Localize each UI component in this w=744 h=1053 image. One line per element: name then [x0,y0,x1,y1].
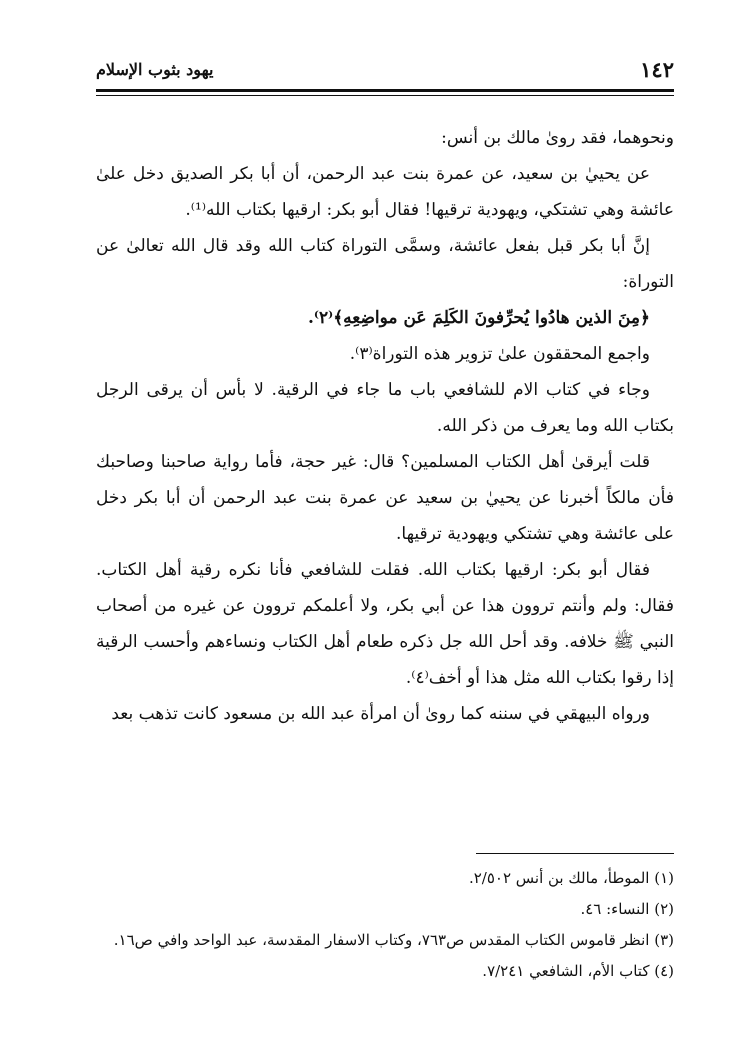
footnotes [96,863,674,987]
page-header [96,52,674,86]
paragraph-answer: فقال أبو بكر: ارقيها بكتاب الله. فقلت للشافعي فأنا نكره رقية أهل الكتاب. فقال: ولم وأنتم تروون هذا عن أبي بكر، ولا أعلمكم تروون عن غيره من أصحاب النبي ﷺ خلافه. وقد أحل الله جل ذكره طعام أهل الكتاب ونساءهم وأحسب الرقية إذا رقوا بكتاب الله مثل هذا أو أخف⁽٤⁾. [96,560,674,688]
footnote-separator [476,853,674,854]
paragraph-bayhaqi: ورواه البيهقي في سننه كما روىٰ أن امرأة عبد الله بن مسعود كانت تذهب بعد [111,704,650,724]
page-number: ١٤٢ [640,56,674,82]
paragraph-question: قلت أيرقىٰ أهل الكتاب المسلمين؟ قال: غير حجة، فأما رواية صاحبنا وصاحبك فأن مالكاً أخبرنا عن يحييٰ بن سعيد عن عمرة بنت عبد الرحمن أن أبا بكر دخل على عائشة وهي تشتكي ويهودية ترقيها. [96,452,674,544]
header-rule-thin [96,95,674,96]
body-text [96,120,674,732]
paragraph-commentary: إنَّ أبا بكر قبل بفعل عائشة، وسمَّى التوراة كتاب الله وقد قال الله تعالىٰ عن التوراة: [96,236,674,292]
footnote-2: (٢) النساء: ٤٦. [580,900,674,918]
paragraph-hadith: عن يحييٰ بن سعيد، عن عمرة بنت عبد الرحمن، أن أبا بكر الصديق دخل علىٰ عائشة وهي تشتكي، ويهودية ترقيها! فقال أبو بكر: ارقيها بكتاب الله⁽¹⁾. [96,164,674,220]
quran-verse: ﴿مِنَ الذين هادُوا يُحرِّفونَ الكَلِمَ عَن مواضِعِهِ﴾⁽٢⁾. [308,308,650,328]
header-rule-thick [96,89,674,92]
paragraph-al-umm: وجاء في كتاب الام للشافعي باب ما جاء في الرقية. لا بأس أن يرقى الرجل بكتاب الله وما يعرف من ذكر الله. [96,380,674,436]
paragraph-intro: ونحوهما، فقد روىٰ مالك بن أنس: [441,128,674,148]
running-title: يهود بثوب الإسلام [96,59,214,79]
paragraph-consensus: واجمع المحققون علىٰ تزوير هذه التوراة⁽٣⁾. [349,344,650,364]
footnote-4: (٤) كتاب الأم، الشافعي ٧/٢٤١. [482,962,674,980]
footnote-1: (١) الموطأ، مالك بن أنس ٢/٥٠٢. [468,869,674,887]
footnote-3: (٣) انظر قاموس الكتاب المقدس ص٧٦٣، وكتاب الاسفار المقدسة، عبد الواحد وافي ص١٦. [113,931,674,949]
